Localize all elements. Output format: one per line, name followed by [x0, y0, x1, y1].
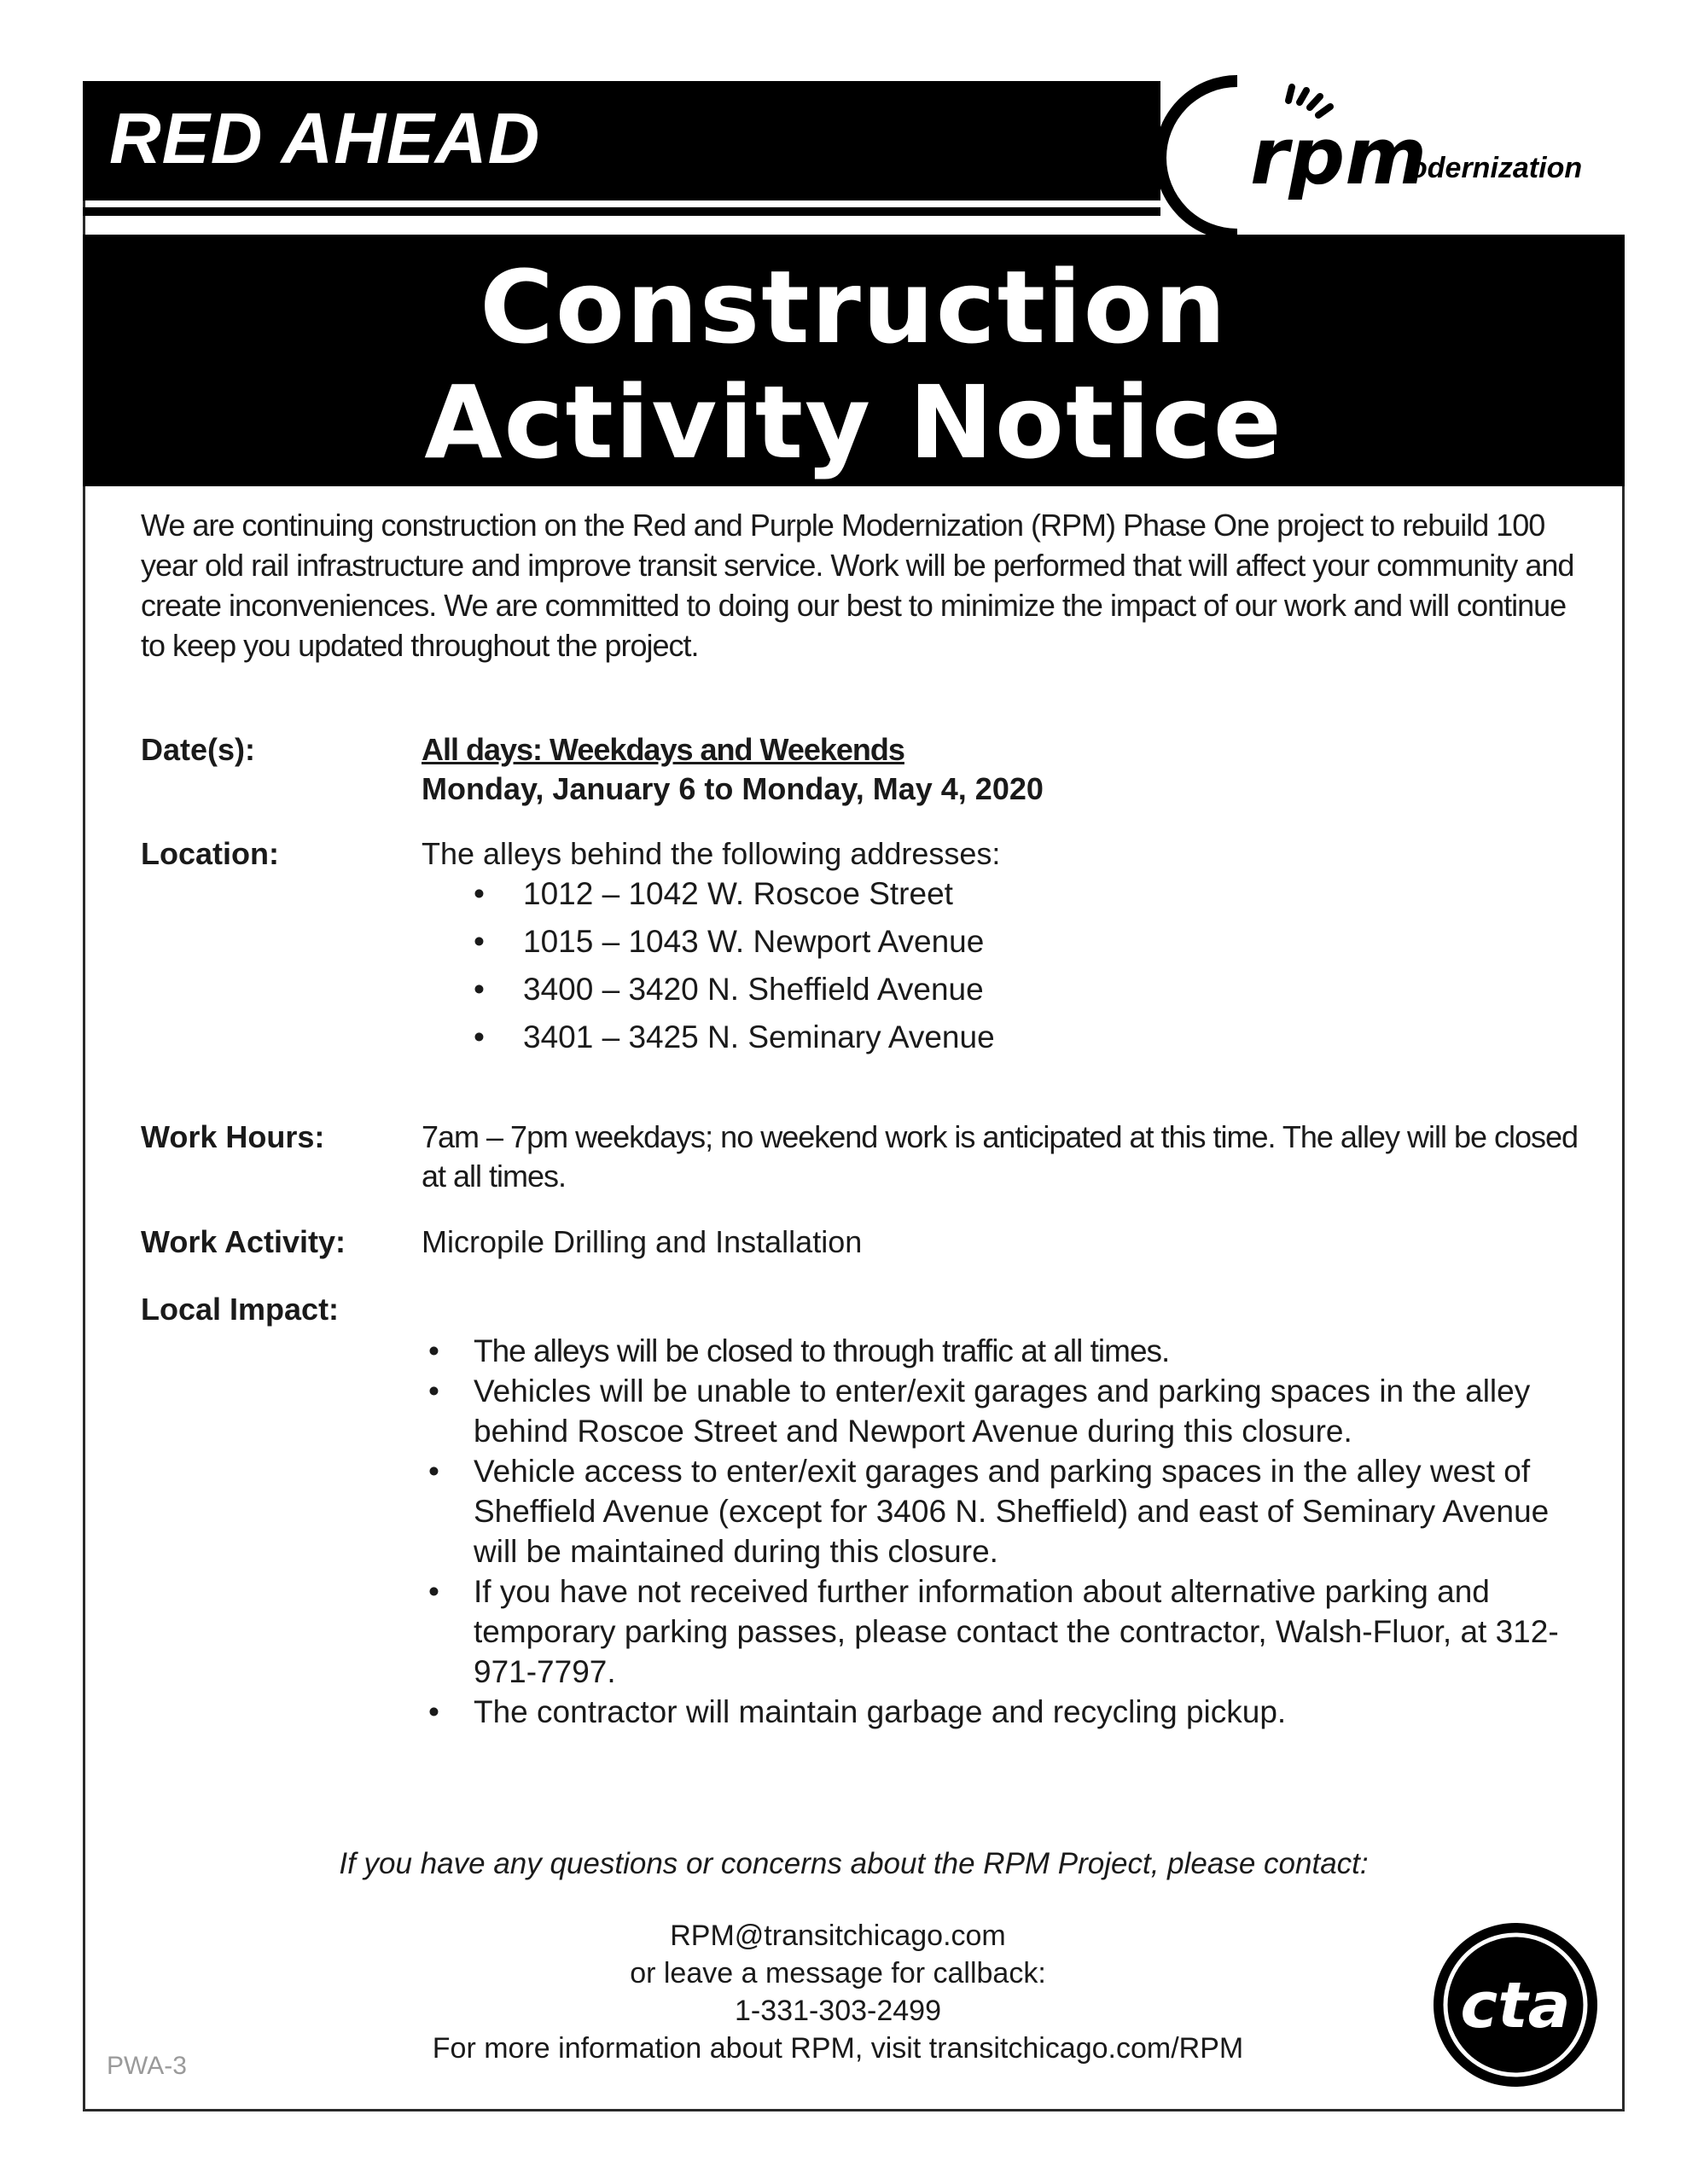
- cta-logo: [1430, 1920, 1601, 2090]
- list-item: • If you have not received further information about alternative parking and temporary parking passes, please contact the contractor, Walsh-Fluor, at 312-971-7797.: [424, 1571, 1593, 1692]
- list-item: • 3401 – 3425 N. Seminary Avenue: [474, 1014, 995, 1061]
- dates-label: Date(s):: [141, 732, 256, 767]
- list-item: • 1015 – 1043 W. Newport Avenue: [474, 918, 995, 966]
- contact-phone[interactable]: 1-331-303-2499: [735, 1995, 941, 2027]
- list-item: • The alleys will be closed to through traffic at all times.: [424, 1331, 1593, 1371]
- list-item: • Vehicles will be unable to enter/exit garages and parking spaces in the alley behind Roscoe Street and Newport Avenue during this closure.: [424, 1371, 1593, 1451]
- contact-intro: If you have any questions or concerns about the RPM Project, please contact:: [339, 1847, 1369, 1880]
- red-ahead-brand: RED AHEAD: [109, 98, 541, 178]
- location-label: Location:: [141, 836, 279, 871]
- contact-callback: or leave a message for callback:: [630, 1957, 1046, 1989]
- rpm-logo-word: odernization: [1410, 152, 1583, 184]
- dates-line1: All days: Weekdays and Weekends: [422, 732, 904, 767]
- local-impact-list: [424, 1331, 1593, 1732]
- document-code: PWA-3: [107, 2052, 187, 2080]
- page-title-line1: Construction: [480, 248, 1228, 366]
- contact-email[interactable]: RPM@transitchicago.com: [670, 1920, 1006, 1952]
- dates-value: [422, 730, 1599, 809]
- list-item: • 3400 – 3420 N. Sheffield Avenue: [474, 966, 995, 1014]
- address-list: [474, 870, 995, 1061]
- list-item: • 1012 – 1042 W. Roscoe Street: [474, 870, 995, 918]
- list-item: • The contractor will maintain garbage and recycling pickup.: [424, 1692, 1593, 1732]
- local-impact-label: Local Impact:: [141, 1292, 340, 1327]
- header-stripe: [83, 207, 1235, 216]
- intro-paragraph: We are continuing construction on the Red and Purple Modernization (RPM) Phase One project to rebuild 100 year old rail infrastructure and improve transit service. Work will be performed that will affect your community and create inconveniences. We are committed to doing our best to minimize the impact of our work and will continue to keep you updated throughout the project.: [141, 508, 1574, 663]
- work-hours-value: 7am – 7pm weekdays; no weekend work is anticipated at this time. The alley will be closed at all times.: [422, 1119, 1579, 1194]
- page-title-line2: Activity Notice: [424, 363, 1283, 481]
- rpm-modernization-logo: [1160, 68, 1638, 239]
- contact-more-info: For more information about RPM, visit transitchicago.com/RPM: [432, 2032, 1244, 2065]
- work-activity-label: Work Activity:: [141, 1224, 346, 1259]
- location-intro: The alleys behind the following addresses:: [422, 836, 1001, 871]
- work-activity-value: Micropile Drilling and Installation: [422, 1224, 863, 1259]
- cta-logo-text: cta: [1460, 1969, 1571, 2042]
- list-item: • Vehicle access to enter/exit garages and parking spaces in the alley west of Sheffield Avenue (except for 3406 N. Sheffield) and east of Seminary Avenue will be maintained during this closure.: [424, 1451, 1593, 1571]
- dates-line2: Monday, January 6 to Monday, May 4, 2020: [422, 771, 1044, 806]
- rpm-logo-mark: rpm: [1250, 111, 1428, 202]
- work-hours-label: Work Hours:: [141, 1119, 325, 1154]
